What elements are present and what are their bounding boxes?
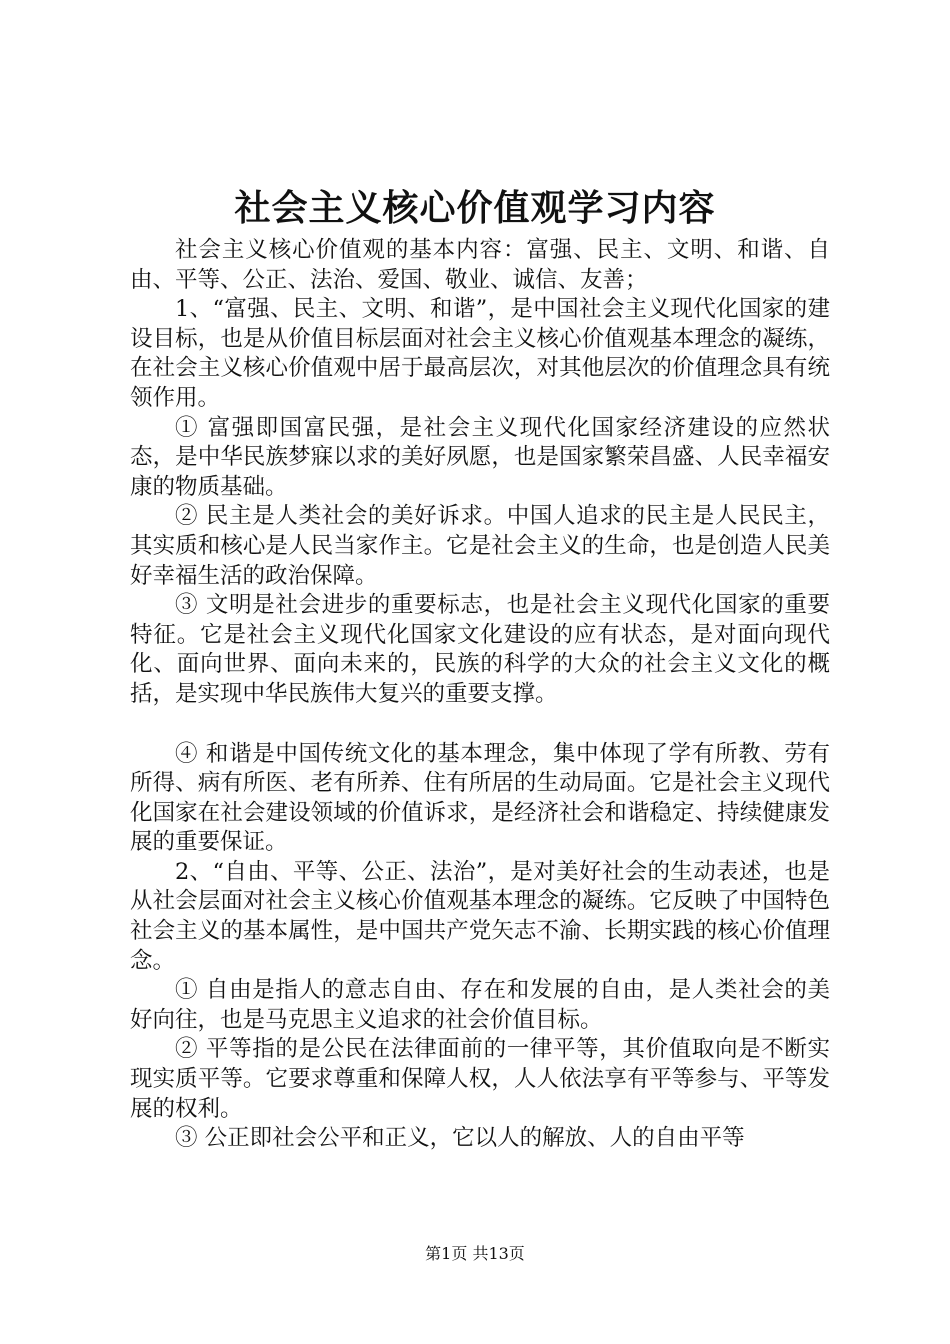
document-body (130, 236, 830, 1154)
page-number-footer: 第1页 共13页 (425, 1244, 525, 1263)
paragraph-section-1: 1、“富强、民主、文明、和谐”，是中国社会主义现代化国家的建设目标，也是从价值目标层面对社会主义核心价值观基本理念的凝练，在社会主义核心价值观中居于最高层次，对其他层次的价值理念具有统领作用。 (130, 296, 830, 411)
paragraph-intro: 社会主义核心价值观的基本内容：富强、民主、文明、和谐、自由、平等、公正、法治、爱国、敬业、诚信、友善； (130, 237, 830, 293)
paragraph-civility: ③ 文明是社会进步的重要标志，也是社会主义现代化国家的重要特征。它是社会主义现代化国家文化建设的应有状态，是对面向现代化、面向世界、面向未来的，民族的科学的大众的社会主义文化的概括，是实现中华民族伟大复兴的重要支撑。 (130, 592, 830, 707)
document-title: 社会主义核心价值观学习内容 (234, 187, 716, 229)
paragraph-harmony: ④ 和谐是中国传统文化的基本理念，集中体现了学有所教、劳有所得、病有所医、老有所养、住有所居的生动局面。它是社会主义现代化国家在社会建设领域的价值诉求，是经济社会和谐稳定、持续健康发展的重要保证。 (130, 740, 830, 856)
paragraph-justice: ③ 公正即社会公平和正义，它以人的解放、人的自由平等 (175, 1125, 745, 1152)
paragraph-section-2: 2、“自由、平等、公正、法治”，是对美好社会的生动表述，也是从社会层面对社会主义核心价值观基本理念的凝练。它反映了中国特色社会主义的基本属性，是中国共产党矢志不渝、长期实践的核心价值理念。 (130, 858, 830, 974)
paragraph-freedom: ① 自由是指人的意志自由、存在和发展的自由，是人类社会的美好向往，也是马克思主义追求的社会价值目标。 (130, 977, 830, 1033)
paragraph-democracy: ② 民主是人类社会的美好诉求。中国人追求的民主是人民民主，其实质和核心是人民当家作主。它是社会主义的生命，也是创造人民美好幸福生活的政治保障。 (130, 503, 830, 589)
paragraph-equality: ② 平等指的是公民在法律面前的一律平等，其价值取向是不断实现实质平等。它要求尊重和保障人权，人人依法享有平等参与、平等发展的权利。 (130, 1036, 830, 1122)
paragraph-prosperity: ① 富强即国富民强，是社会主义现代化国家经济建设的应然状态，是中华民族梦寐以求的美好夙愿，也是国家繁荣昌盛、人民幸福安康的物质基础。 (130, 414, 830, 500)
